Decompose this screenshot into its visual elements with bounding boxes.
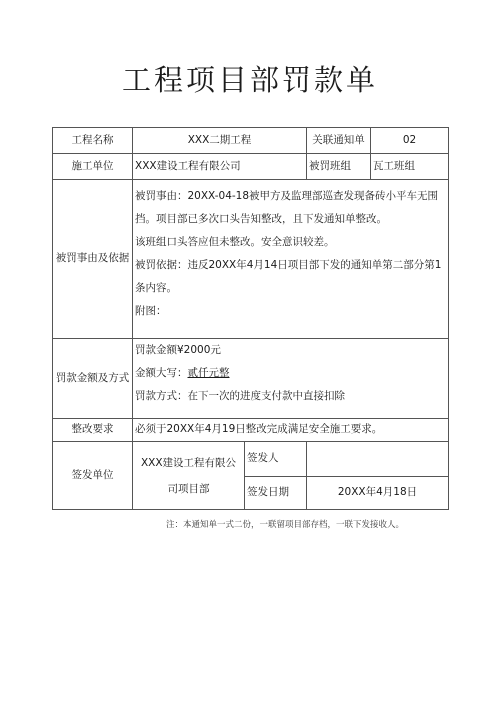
project-name-row (53, 128, 449, 154)
amount-row (53, 339, 449, 419)
penalty-form-table (52, 127, 449, 510)
construction-unit-row (53, 154, 449, 180)
amount-label: 罚款金额及方式 (53, 339, 133, 419)
reason-row (53, 180, 449, 339)
related-notice-label: 关联通知单 (307, 128, 371, 154)
payment-method: 罚款方式：在下一次的进度支付款中直接扣除 (135, 390, 345, 402)
amount-capital-value: 贰仟元整 (187, 367, 230, 379)
reason-line-1: 被罚事由：20XX-04-18被甲方及监理部巡查发现备砖小平车无围 (135, 190, 439, 202)
issuer-row-1 (53, 442, 449, 477)
issuer-unit-line-1: XXX建设工程有限公 (140, 456, 237, 469)
reason-line-3: 该班组口头答应但未整改。安全意识较差。 (135, 236, 335, 248)
amount-content (133, 339, 449, 419)
reason-content (133, 180, 449, 339)
issuer-unit-line-2: 司项目部 (167, 482, 210, 495)
project-name-label: 工程名称 (53, 128, 133, 154)
amount-text: 罚款金额¥2000元 (135, 344, 221, 356)
issuer-unit (133, 442, 245, 510)
reason-line-5: 条内容。 (135, 282, 177, 294)
rectification-value: 必须于20XX年4月19日整改完成满足安全施工要求。 (133, 419, 449, 442)
reason-line-4: 被罚依据：违反20XX年4月14日项目部下发的通知单第二部分第1 (135, 259, 442, 271)
reason-line-2: 挡。项目部已多次口头告知整改，且下发通知单整改。 (135, 213, 387, 225)
page-title: 工程项目部罚款单 (121, 63, 378, 97)
rectification-label: 整改要求 (53, 419, 133, 442)
project-name-value: XXX二期工程 (133, 128, 307, 154)
penalized-team-value: 瓦工班组 (371, 154, 449, 180)
footnote: 注：本通知单一式二份，一联留项目部存档，一联下发接收人。 (166, 520, 405, 530)
issuer-label: 签发单位 (53, 442, 133, 510)
rectification-row (53, 419, 449, 442)
amount-capital (135, 367, 446, 390)
construction-unit-value: XXX建设工程有限公司 (133, 154, 307, 180)
penalized-team-label: 被罚班组 (307, 154, 371, 180)
attachment-label: 附图： (135, 305, 167, 317)
signer-value (307, 442, 449, 477)
reason-label: 被罚事由及依据 (53, 180, 133, 339)
related-notice-value: 02 (371, 128, 449, 154)
signer-label: 签发人 (245, 442, 307, 477)
issue-date-label: 签发日期 (245, 477, 307, 510)
issue-date-value: 20XX年4月18日 (307, 477, 449, 510)
construction-unit-label: 施工单位 (53, 154, 133, 180)
amount-capital-label: 金额大写： (135, 367, 188, 379)
